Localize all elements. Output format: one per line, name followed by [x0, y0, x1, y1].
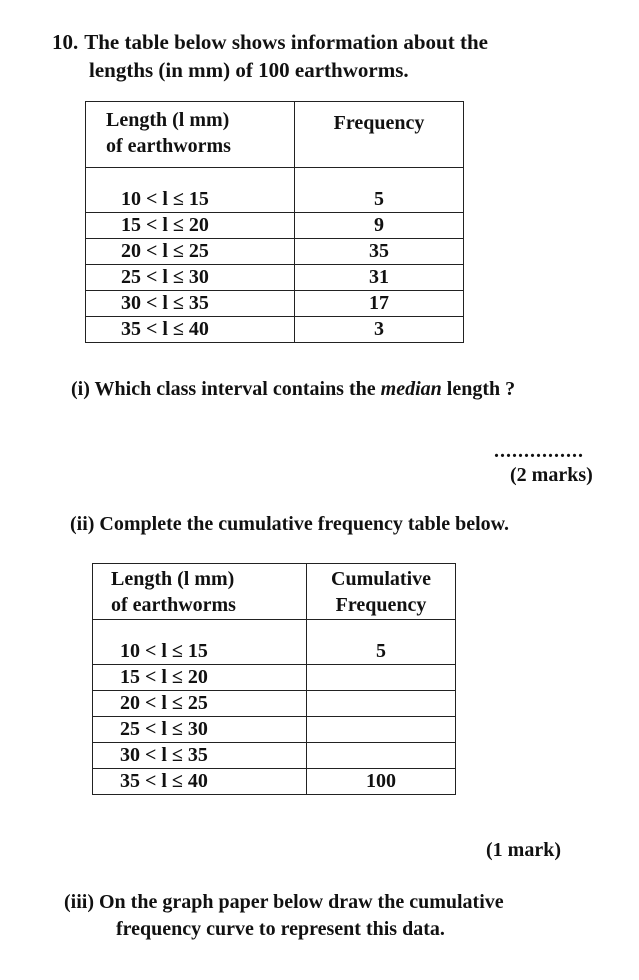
- frequency-row: [86, 291, 464, 317]
- cum-header-length-line1: Length (l mm): [111, 568, 235, 590]
- cumulative-row: [93, 665, 456, 691]
- cum-header-length: [93, 564, 307, 620]
- cumulative-value-cell: [307, 743, 456, 769]
- header-length-line1: Length (l mm): [106, 109, 230, 131]
- frequency-value: 17: [369, 292, 389, 314]
- frequency-interval-cell: [86, 317, 295, 343]
- frequency-table-body: [86, 168, 464, 343]
- frequency-value-cell: [295, 317, 464, 343]
- frequency-row: [86, 239, 464, 265]
- frequency-row: [86, 168, 464, 213]
- cumulative-table-header: [93, 564, 456, 620]
- cumulative-row: [93, 691, 456, 717]
- frequency-interval-cell: [86, 265, 295, 291]
- cumulative-interval-cell: [93, 620, 307, 665]
- frequency-value-cell: [295, 213, 464, 239]
- frequency-value-cell: [295, 265, 464, 291]
- frequency-value-cell: [295, 239, 464, 265]
- frequency-interval: 25 < l ≤ 30: [121, 266, 209, 288]
- cumulative-interval-cell: [93, 717, 307, 743]
- part-i-marks: (2 marks): [510, 464, 593, 486]
- cumulative-row: [93, 717, 456, 743]
- cumulative-value: 5: [376, 640, 386, 662]
- part-i-question: [71, 378, 515, 401]
- part-iii-line1: (iii) On the graph paper below draw the cumulative: [64, 891, 504, 913]
- cumulative-interval: 35 < l ≤ 40: [120, 770, 208, 792]
- frequency-value: 35: [369, 240, 389, 262]
- frequency-table: [85, 101, 464, 343]
- cum-header-line2: Frequency: [335, 594, 427, 616]
- answer-dots: ...............: [494, 440, 584, 462]
- frequency-value: 5: [374, 188, 384, 210]
- cumulative-value-cell: [307, 620, 456, 665]
- cumulative-value-cell: [307, 717, 456, 743]
- cumulative-interval-cell: [93, 743, 307, 769]
- cumulative-value-cell: [307, 769, 456, 795]
- header-length-line2: of earthworms: [106, 135, 231, 157]
- frequency-interval: 30 < l ≤ 35: [121, 292, 209, 314]
- part-i-emphasis: median: [380, 378, 442, 400]
- cumulative-interval-cell: [93, 691, 307, 717]
- frequency-interval: 35 < l ≤ 40: [121, 318, 209, 340]
- part-ii-marks: (1 mark): [486, 839, 561, 861]
- cumulative-interval: 30 < l ≤ 35: [120, 744, 208, 766]
- cumulative-interval: 25 < l ≤ 30: [120, 718, 208, 740]
- frequency-value: 3: [374, 318, 384, 340]
- cumulative-interval-cell: [93, 769, 307, 795]
- cumulative-frequency-table: [92, 563, 456, 795]
- cumulative-interval: 20 < l ≤ 25: [120, 692, 208, 714]
- header-frequency: Frequency: [295, 102, 464, 168]
- part-i-suffix: length ?: [441, 378, 516, 400]
- part-i-prefix: (i) Which class interval contains the: [71, 378, 381, 400]
- cum-header-length-line2: of earthworms: [111, 594, 236, 616]
- frequency-interval-cell: [86, 291, 295, 317]
- cumulative-interval: 15 < l ≤ 20: [120, 666, 208, 688]
- cumulative-interval-cell: [93, 665, 307, 691]
- cumulative-row: [93, 769, 456, 795]
- frequency-interval-cell: [86, 213, 295, 239]
- frequency-interval: 15 < l ≤ 20: [121, 214, 209, 236]
- frequency-interval-cell: [86, 168, 295, 213]
- question-text-line1: The table below shows information about the: [84, 30, 488, 54]
- frequency-interval: 10 < l ≤ 15: [121, 188, 209, 210]
- frequency-value: 9: [374, 214, 384, 236]
- cumulative-value-cell: [307, 691, 456, 717]
- question-number: 10.: [52, 30, 79, 54]
- header-length: [86, 102, 295, 168]
- cum-header-line1: Cumulative: [331, 568, 431, 590]
- cumulative-value: 100: [366, 770, 396, 792]
- question-text-line2: lengths (in mm) of 100 earthworms.: [89, 58, 409, 82]
- frequency-interval-cell: [86, 239, 295, 265]
- part-iii-question: [64, 889, 504, 943]
- frequency-value-cell: [295, 168, 464, 213]
- cumulative-interval: 10 < l ≤ 15: [120, 640, 208, 662]
- part-ii-question: (ii) Complete the cumulative frequency table below.: [70, 513, 510, 535]
- part-iii-line2: frequency curve to represent this data.: [116, 918, 445, 940]
- frequency-interval: 20 < l ≤ 25: [121, 240, 209, 262]
- frequency-row: [86, 213, 464, 239]
- question-heading: [52, 28, 488, 84]
- frequency-value-cell: [295, 291, 464, 317]
- frequency-value: 31: [369, 266, 389, 288]
- cumulative-row: [93, 620, 456, 665]
- cumulative-table-body: [93, 620, 456, 795]
- frequency-row: [86, 317, 464, 343]
- cumulative-value-cell: [307, 665, 456, 691]
- cum-header-frequency: [307, 564, 456, 620]
- frequency-row: [86, 265, 464, 291]
- cumulative-row: [93, 743, 456, 769]
- frequency-table-header: [86, 102, 464, 168]
